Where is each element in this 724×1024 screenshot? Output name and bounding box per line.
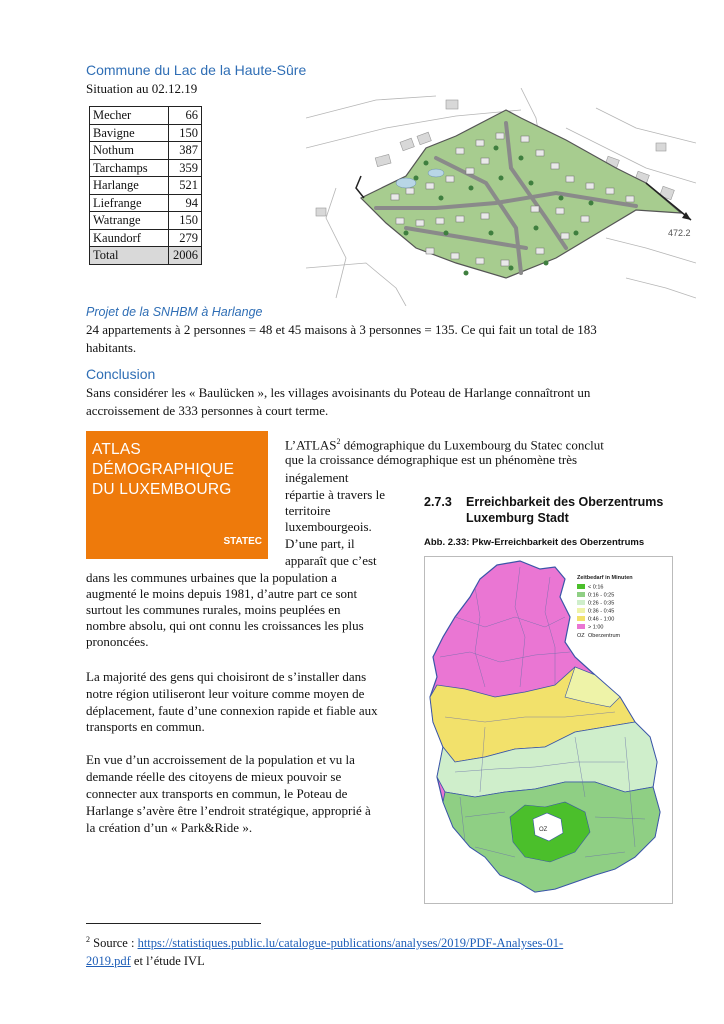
legend-label: 0:26 - 0:35 (588, 600, 615, 607)
table-row (90, 194, 202, 212)
voiture-paragraph-line: La majorité des gens qui choisiront de s’installer dans (86, 669, 367, 684)
luxembourg-map-image (425, 557, 672, 903)
legend-label: 0:46 - 1:00 (588, 616, 615, 623)
table-row (90, 212, 202, 230)
site-plan-image (306, 88, 696, 306)
atlas-word: L’ATLAS (285, 437, 337, 453)
village-population: 279 (169, 229, 202, 247)
atlas-title-line2: DU LUXEMBOURG (92, 481, 232, 498)
table-row (90, 107, 202, 125)
table-total-row (90, 247, 202, 265)
village-population: 150 (169, 212, 202, 230)
conclusion-title: Conclusion (86, 366, 156, 382)
legend-swatch (577, 616, 585, 621)
footnote-suffix: et l’étude IVL (130, 954, 205, 969)
atlas-paragraph-line: apparaît que c’est (285, 553, 377, 568)
situation-date: Situation au 02.12.19 (86, 81, 198, 96)
source-link-line2: 2019.pdf (86, 954, 131, 969)
table-row (90, 142, 202, 160)
atlas-paragraph-line: territoire (285, 503, 331, 518)
legend-label: < 0:16 (588, 584, 604, 591)
legend-label: > 1:00 (588, 624, 604, 631)
table-row (90, 124, 202, 142)
source-link-line1: https://statistiques.public.lu/catalogue-publications/analyses/2019/PDF-Analyses-01- (137, 936, 564, 951)
village-name: Harlange (90, 177, 169, 195)
parkride-paragraph-line: En vue d’un accroissement de la population et vu la (86, 752, 355, 767)
village-population: 94 (169, 194, 202, 212)
legend-oz-code: OZ (577, 633, 585, 639)
footnote-ref: 2 (336, 437, 341, 446)
atlas-paragraph-line: augmenté le moins depuis 1981, d’autre part ce sont (86, 586, 358, 601)
commune-title: Commune du Lac de la Haute-Sûre (86, 62, 307, 78)
atlas-paragraph-line: répartie à travers le (285, 487, 385, 502)
village-name: Kaundorf (90, 229, 169, 247)
atlas-line1-rest: démographique du Luxembourg du Statec conclut (340, 437, 604, 453)
parkride-paragraph-line: demande réelle des citoyens de mieux pouvoir se (86, 769, 342, 784)
voiture-paragraph-line: notre région utiliseront leur voiture comme moyen de (86, 686, 365, 701)
table-row (90, 229, 202, 247)
atlas-title-line1: ATLAS DÉMOGRAPHIQUE (92, 441, 235, 478)
atlas-paragraph-line: prononcées. (86, 634, 149, 649)
footnote-divider (86, 923, 261, 924)
figure-heading-line1: Erreichbarkeit des Oberzentrums (466, 495, 664, 509)
legend-title: Zeitbedarf in Minuten (577, 575, 633, 581)
projet-title: Projet de la SNHBM à Harlange (86, 305, 263, 319)
population-table (89, 106, 202, 265)
voiture-paragraph-line: déplacement, faute d’une connexion rapide et fiable aux (86, 703, 378, 718)
total-label: Total (90, 247, 169, 265)
elevation-label: 472.2 (668, 228, 691, 238)
atlas-paragraph-line: nombre absolu, qui ont connu les croissances les plus (86, 618, 364, 633)
legend-swatch (577, 592, 585, 597)
legend-swatch (577, 624, 585, 629)
parkride-paragraph-line: connecter aux transports en commun, le Poteau de (86, 786, 348, 801)
village-population: 387 (169, 142, 202, 160)
projet-text: 24 appartements à 2 personnes = 48 et 45 maisons à 3 personnes = 135. Ce qui fait un total de 183 habitants. (86, 322, 597, 355)
legend-swatch (577, 608, 585, 613)
legend-swatch (577, 600, 585, 605)
figure-section-number: 2.7.3 (424, 495, 452, 509)
village-name: Mecher (90, 107, 169, 125)
village-name: Watrange (90, 212, 169, 230)
legend-oz-label: Oberzentrum (588, 633, 621, 639)
oz-map-marker: OZ (539, 827, 548, 833)
conclusion-text: Sans considérer les « Baulücken », les villages avoisinants du Poteau de Harlange connaîtront un accroissement de 333 personnes à court terme. (86, 385, 591, 418)
atlas-paragraph-line: dans les communes urbaines que la population a (86, 570, 337, 585)
atlas-paragraph-line: D’une part, il (285, 536, 355, 551)
total-value: 2006 (169, 247, 202, 265)
village-name: Bavigne (90, 124, 169, 142)
village-population: 150 (169, 124, 202, 142)
footnote (86, 931, 626, 970)
legend-label: 0:36 - 0:45 (588, 608, 615, 615)
legend-label: 0:16 - 0:25 (588, 592, 615, 599)
figure-caption: Abb. 2.33: Pkw-Erreichbarkeit des Oberzentrums (424, 537, 645, 548)
village-population: 521 (169, 177, 202, 195)
atlas-cover-title (92, 440, 268, 500)
village-population: 66 (169, 107, 202, 125)
atlas-paragraph-line: que la croissance démographique est un phénomène très (285, 452, 578, 467)
table-row (90, 159, 202, 177)
accessibility-map (424, 556, 673, 904)
village-name: Liefrange (90, 194, 169, 212)
atlas-cover-image (86, 431, 268, 559)
village-population: 359 (169, 159, 202, 177)
atlas-paragraph-line: inégalement (285, 470, 349, 485)
table-row (90, 177, 202, 195)
footnote-marker: 2 (86, 935, 90, 944)
footnote-prefix: Source : (90, 936, 138, 951)
atlas-paragraph-line: surtout les communes rurales, moins peuplées en (86, 602, 341, 617)
figure-heading-line2: Luxemburg Stadt (466, 511, 569, 525)
legend-swatch (577, 584, 585, 589)
voiture-paragraph-line: transports en commun. (86, 719, 205, 734)
village-name: Nothum (90, 142, 169, 160)
parkride-paragraph-line: la création d’un « Park&Ride ». (86, 820, 253, 835)
statec-logo-text: STATEC (223, 536, 262, 547)
atlas-paragraph-line: luxembourgeois. (285, 519, 372, 534)
parkride-paragraph-line: Harlange s’avère être l’endroit stratégique, approprié à (86, 803, 371, 818)
village-name: Tarchamps (90, 159, 169, 177)
